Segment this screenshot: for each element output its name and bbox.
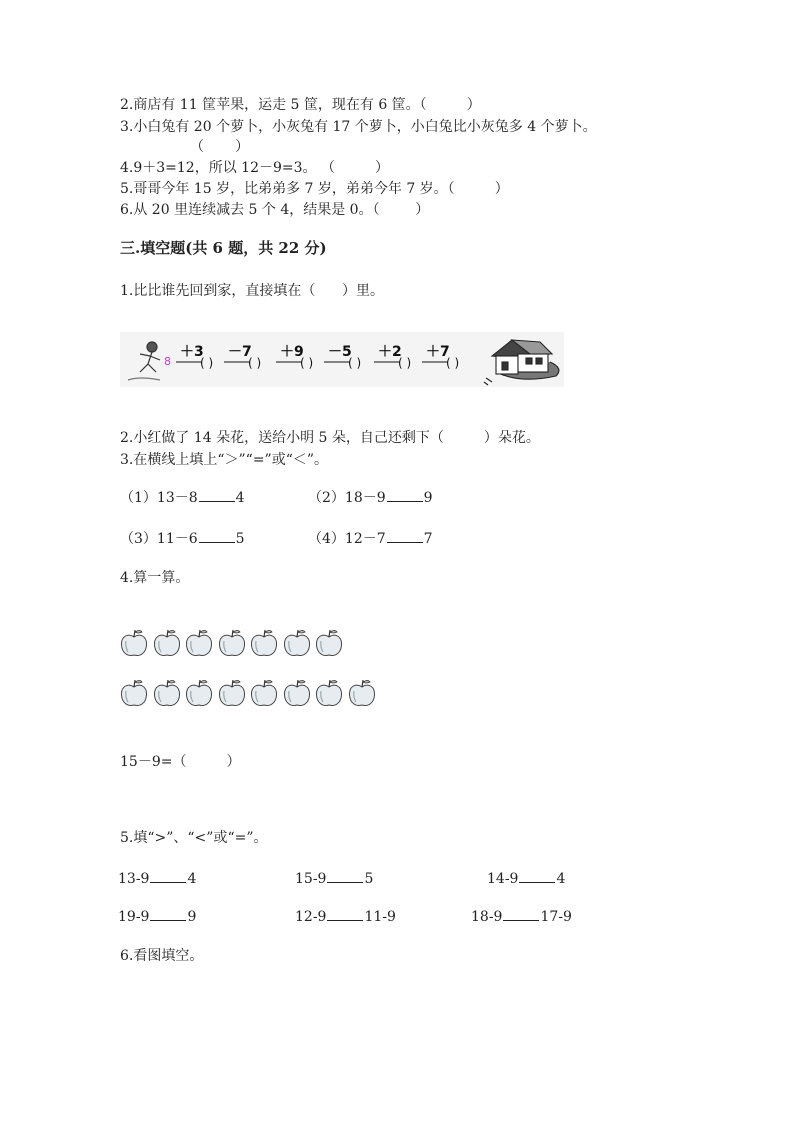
apple-icon [185, 678, 213, 708]
apple-icon [315, 628, 343, 658]
judge-item-5: 5.哥哥今年 15 岁，比弟弟多 7 岁，弟弟今年 7 岁。（ ） [120, 181, 509, 197]
q5-item-2: 15-9 5 [295, 871, 374, 887]
apple-icon [185, 628, 213, 658]
apple-icon [348, 678, 376, 708]
question-6: 6.看图填空。 [120, 948, 204, 964]
apple-icon [315, 678, 343, 708]
judge-item-3-answer: （ ） [190, 139, 250, 155]
question-1: 1.比比谁先回到家，直接填在（ ）里。 [120, 283, 385, 299]
op-4: －5 [328, 344, 352, 360]
answer-6: ( ) [446, 356, 460, 370]
question-2: 2.小红做了 14 朵花，送给小明 5 朵，自己还剩下（ ）朵花。 [120, 430, 540, 446]
apple-icon [120, 678, 148, 708]
question-3: 3.在横线上填上“＞”“=”或“＜”。 [120, 452, 329, 468]
apple-row-2 [120, 678, 380, 712]
start-number: 8 [164, 355, 171, 368]
apple-icon [153, 678, 181, 708]
q5-item-4: 19-9 9 [118, 909, 197, 925]
race-to-home-figure [120, 332, 564, 387]
op-1: ＋3 [180, 344, 204, 360]
op-2: －7 [228, 344, 252, 360]
op-5: ＋2 [378, 344, 402, 360]
q5-item-3: 14-9 4 [487, 871, 566, 887]
apple-icon [250, 628, 278, 658]
section-heading: 三.填空题(共 6 题，共 22 分) [120, 239, 327, 257]
answer-3: ( ) [300, 356, 314, 370]
q3-item-4: （4）12－7 7 [308, 531, 433, 547]
answer-5: ( ) [398, 356, 412, 370]
judge-item-6: 6.从 20 里连续减去 5 个 4，结果是 0。（ ） [120, 202, 430, 218]
judge-item-3: 3.小白兔有 20 个萝卜，小灰兔有 17 个萝卜，小白兔比小灰兔多 4 个萝卜。 [120, 119, 597, 135]
op-6: ＋7 [426, 344, 450, 360]
answer-2: ( ) [248, 356, 262, 370]
apple-icon [283, 678, 311, 708]
question-4: 4.算一算。 [120, 570, 190, 586]
q5-item-5: 12-9 11-9 [295, 909, 396, 925]
q3-item-2: （2）18－9 9 [308, 490, 433, 506]
q3-item-3: （3）11－6 5 [120, 531, 245, 547]
answer-1: ( ) [200, 356, 214, 370]
judge-item-2: 2.商店有 11 筐苹果，运走 5 筐，现在有 6 筐。（ ） [120, 97, 481, 113]
apple-icon [218, 678, 246, 708]
apple-icon [250, 678, 278, 708]
apple-icon [283, 628, 311, 658]
q3-item-1: （1）13－8 4 [120, 490, 245, 506]
q5-item-6: 18-9 17-9 [471, 909, 572, 925]
question-5: 5.填“>”、“<”或“=”。 [120, 830, 268, 846]
apple-row-1 [120, 628, 348, 662]
apple-icon [218, 628, 246, 658]
q5-item-1: 13-9 4 [118, 871, 197, 887]
op-3: ＋9 [280, 344, 304, 360]
apple-icon [120, 628, 148, 658]
answer-4: ( ) [348, 356, 362, 370]
q4-equation: 15－9=（ ） [120, 754, 241, 770]
apple-icon [153, 628, 181, 658]
judge-item-4: 4.9＋3=12，所以 12－9=3。 （ ） [120, 160, 390, 176]
